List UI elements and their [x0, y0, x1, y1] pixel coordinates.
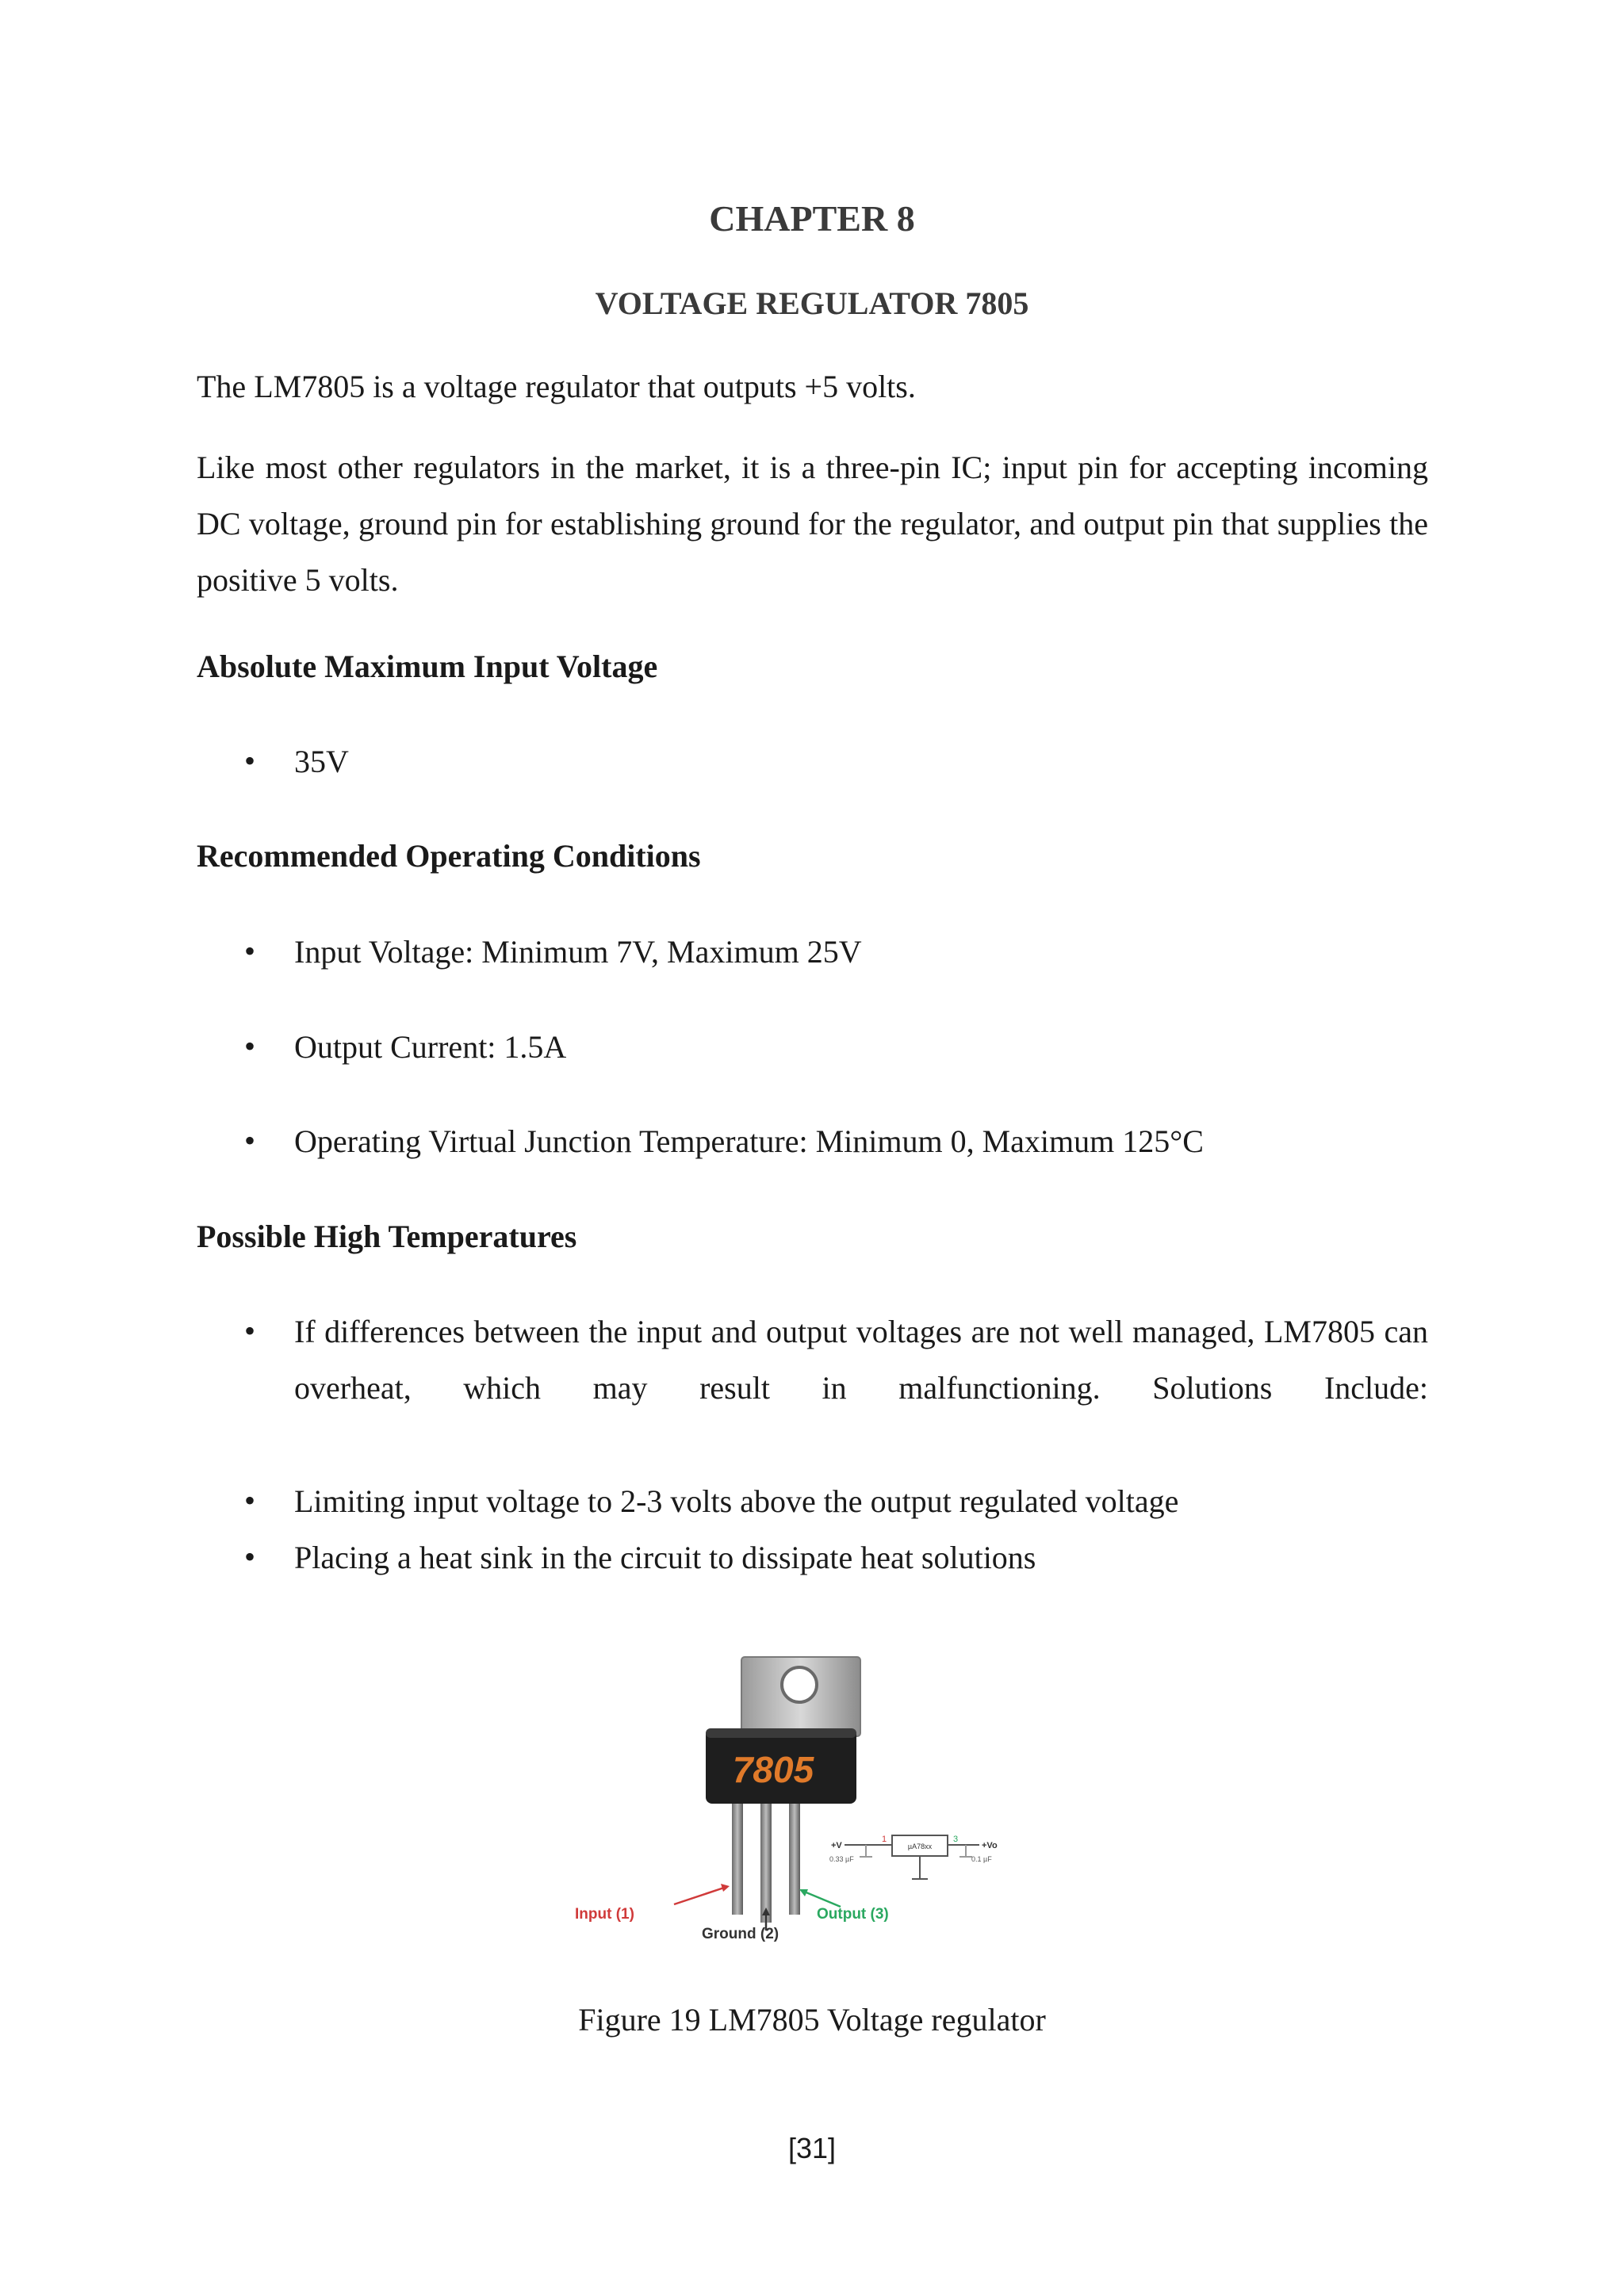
schematic-vout: +Vo: [982, 1841, 998, 1850]
heading-absolute-max: Absolute Maximum Input Voltage: [197, 649, 658, 684]
list-item: Input Voltage: Minimum 7V, Maximum 25V: [294, 934, 862, 970]
list-item: If differences between the input and output voltages are not well managed, LM7805 can overheat, which may result in malfunctioning. Solutions Include:: [294, 1314, 1428, 1406]
chip-marking: 7805: [732, 1749, 814, 1790]
schematic-pin1: 1: [882, 1835, 887, 1844]
list-item: Limiting input voltage to 2-3 volts above the output regulated voltage: [294, 1483, 1179, 1519]
schematic-cap-in: 0.33 µF: [829, 1855, 854, 1863]
chapter-title: CHAPTER 8: [709, 198, 915, 239]
description-paragraph: Like most other regulators in the market, it is a three-pin IC; input pin for accepting incoming DC voltage, ground pin for establishing ground for the regulator, and output pin that supplies the positive 5 volts.: [197, 450, 1428, 598]
section-title: VOLTAGE REGULATOR 7805: [595, 285, 1029, 321]
chip-leads: [732, 1804, 800, 1923]
list-item: Output Current: 1.5A: [294, 1029, 567, 1065]
heatsink-tab: [741, 1657, 860, 1736]
bullet-icon: •: [244, 1313, 256, 1349]
schematic-pin3: 3: [953, 1835, 959, 1844]
figure-caption: Figure 19 LM7805 Voltage regulator: [578, 2002, 1046, 2038]
heading-high-temp: Possible High Temperatures: [197, 1219, 577, 1254]
schematic-ic: µA78xx: [907, 1843, 933, 1850]
intro-paragraph: The LM7805 is a voltage regulator that outputs +5 volts.: [197, 369, 916, 404]
output-pin-label: Output (3): [817, 1906, 889, 1923]
list-item: 35V: [294, 744, 349, 779]
bullet-icon: •: [244, 1539, 256, 1575]
bullet-icon: •: [244, 743, 256, 779]
input-pin-label: Input (1): [575, 1906, 634, 1923]
list-item: Operating Virtual Junction Temperature: Minimum 0, Maximum 125°C: [294, 1123, 1204, 1159]
list-item: Placing a heat sink in the circuit to dissipate heat solutions: [294, 1540, 1036, 1575]
bullet-icon: •: [244, 1028, 256, 1064]
bullet-icon: •: [244, 1123, 256, 1158]
pin-callouts: [674, 1884, 841, 1931]
page-number: [31]: [787, 2132, 837, 2164]
bullet-icon: •: [244, 1483, 256, 1518]
schematic-cap-out: 0.1 µF: [971, 1855, 992, 1863]
lm7805-figure: [571, 1649, 1063, 1950]
schematic-vin: +V: [831, 1841, 842, 1850]
ground-pin-label: Ground (2): [702, 1926, 779, 1942]
bullet-icon: •: [244, 933, 256, 969]
heading-recommended: Recommended Operating Conditions: [197, 838, 701, 874]
